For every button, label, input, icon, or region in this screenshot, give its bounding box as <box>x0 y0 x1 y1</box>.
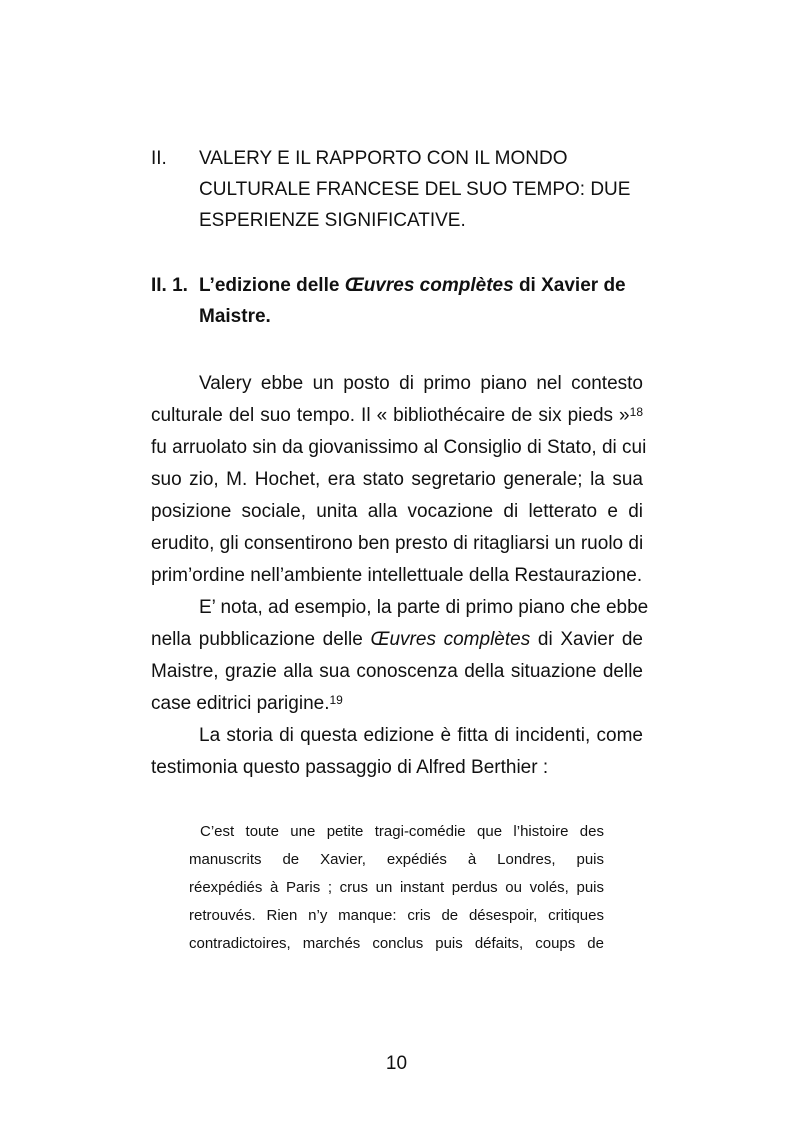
paragraph-1 <box>151 368 647 592</box>
chapter-title-line: ESPERIENZE SIGNIFICATIVE. <box>199 210 466 231</box>
paragraph-line: Maistre, grazie alla sua conoscenza della situazione delle <box>151 661 643 682</box>
paragraph-line <box>151 624 643 656</box>
paragraph-line: fu arruolato sin da giovanissimo al Consiglio di Stato, di cui <box>151 437 647 458</box>
paragraph-3 <box>151 720 643 784</box>
section-title-line-2: Maistre. <box>199 306 271 327</box>
quote-line: contradictoires, marchés conclus puis défaits, coups de <box>189 935 604 952</box>
quote-line: manuscrits de Xavier, expédiés à Londres, puis <box>189 851 604 868</box>
paragraph-line: prim’ordine nell’ambiente intellettuale della Restaurazione. <box>151 565 643 586</box>
paragraph-2 <box>151 592 649 720</box>
section-title <box>199 270 659 332</box>
paragraph-line: Valery ebbe un posto di primo piano nel contesto <box>199 373 643 394</box>
chapter-number: II. <box>151 148 167 169</box>
paragraph-line: posizione sociale, unita alla vocazione di letterato e di <box>151 501 643 522</box>
paragraph-line <box>151 400 643 432</box>
chapter-title <box>199 143 659 236</box>
block-quote <box>189 818 604 958</box>
paragraph-line: erudito, gli consentirono ben presto di ritagliarsi un ruolo di <box>151 533 644 554</box>
chapter-title-line: CULTURALE FRANCESE DEL SUO TEMPO: DUE <box>199 179 631 200</box>
paragraph-line: E’ nota, ad esempio, la parte di primo piano che ebbe <box>199 597 649 618</box>
chapter-title-line: VALERY E IL RAPPORTO CON IL MONDO <box>199 148 568 169</box>
footnote-ref-18: 18 <box>629 405 643 419</box>
section-number: II. 1. <box>151 275 188 296</box>
quote-line: retrouvés. Rien n’y manque: cris de désespoir, critiques <box>189 907 604 924</box>
paragraph-line: suo zio, M. Hochet, era stato segretario generale; la sua <box>151 469 643 490</box>
paragraph-line-suffix: di Xavier de <box>530 629 643 650</box>
body-text <box>151 368 649 784</box>
section-title-prefix: L’edizione delle <box>199 275 345 296</box>
paragraph-line-text: case editrici parigine. <box>151 693 330 714</box>
quote-line: réexpédiés à Paris ; crus un instant perdus ou volés, puis <box>189 879 604 896</box>
page-number: 10 <box>385 1053 408 1074</box>
paragraph-line <box>151 688 643 720</box>
paragraph-line: testimonia questo passaggio di Alfred Berthier : <box>151 757 549 778</box>
quote-line: C’est toute une petite tragi-comédie que l’histoire des <box>200 823 604 840</box>
paragraph-line: La storia di questa edizione è fitta di incidenti, come <box>199 725 643 746</box>
paragraph-line-prefix: nella pubblicazione delle <box>151 629 371 650</box>
paragraph-line-text: culturale del suo tempo. Il « bibliothécaire de six pieds » <box>151 405 630 426</box>
section-title-italic: Œuvres complètes <box>344 275 514 296</box>
work-title-italic: Œuvres complètes <box>370 629 531 650</box>
section-title-suffix: di Xavier de <box>513 275 626 296</box>
section-title-line-1 <box>199 270 659 301</box>
footnote-ref-19: 19 <box>329 693 343 707</box>
